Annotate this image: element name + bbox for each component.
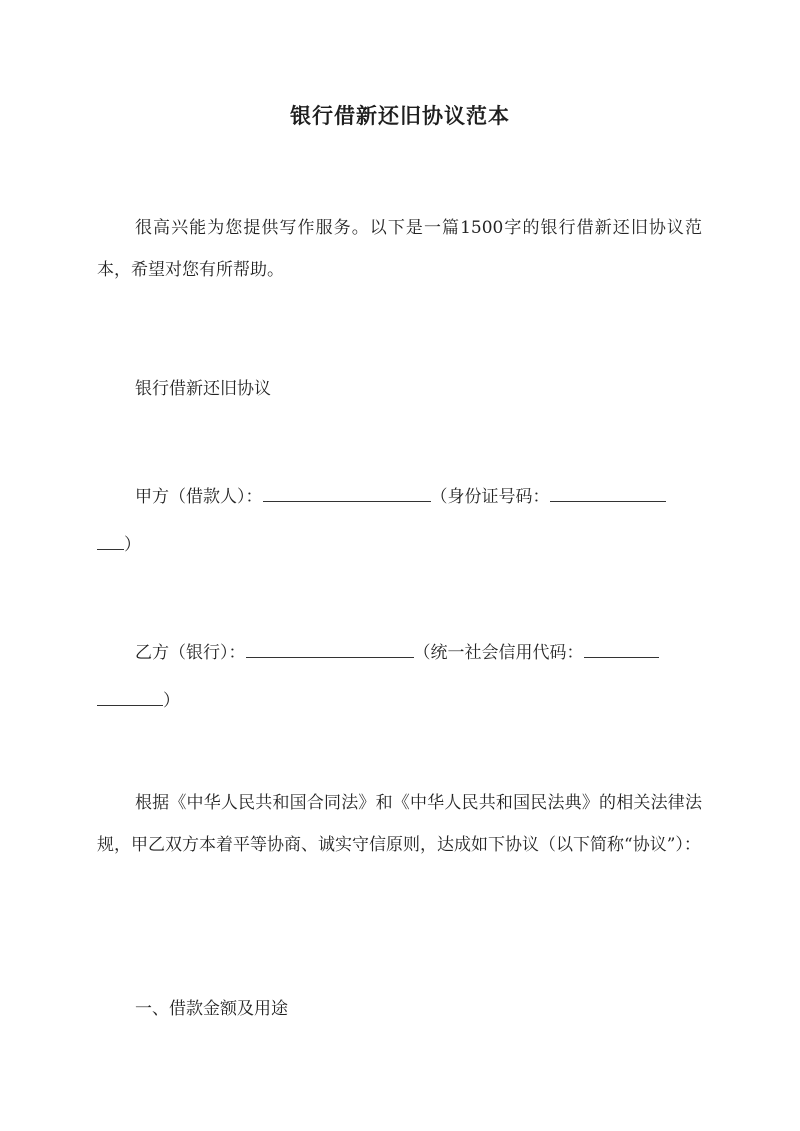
intro-paragraph: 很高兴能为您提供写作服务。以下是一篇1500字的银行借新还旧协议范本，希望对您有所帮助。 — [97, 218, 702, 280]
party-a-close: ） — [124, 535, 141, 555]
party-b-close: ） — [163, 691, 180, 711]
party-a-line-2 — [97, 530, 141, 555]
party-a-id-label: （身份证号码： — [430, 487, 550, 507]
party-b-code-blank-cont[interactable] — [97, 688, 163, 706]
basis-paragraph: 根据《中华人民共和国合同法》和《中华人民共和国民法典》的相关法律法规，甲乙双方本着平等协商、诚实守信原则，达成如下协议（以下简称“协议”）： — [97, 793, 702, 855]
document-title: 银行借新还旧协议范本 — [290, 103, 510, 128]
party-a-id-blank-cont[interactable] — [97, 532, 124, 550]
party-b-code-blank[interactable] — [584, 640, 659, 658]
section-1-heading: 一、借款金额及用途 — [135, 999, 288, 1019]
party-b-line-2 — [97, 686, 180, 711]
party-b-line — [135, 638, 659, 663]
party-b-id-label: （统一社会信用代码： — [413, 643, 584, 663]
party-a-label: 甲方（借款人）： — [135, 487, 263, 507]
agreement-heading: 银行借新还旧协议 — [135, 379, 271, 399]
party-a-name-blank[interactable] — [263, 484, 431, 502]
party-a-id-blank[interactable] — [550, 484, 666, 502]
party-a-line — [135, 482, 666, 507]
party-b-label: 乙方（银行）： — [135, 643, 246, 663]
party-b-name-blank[interactable] — [246, 640, 414, 658]
